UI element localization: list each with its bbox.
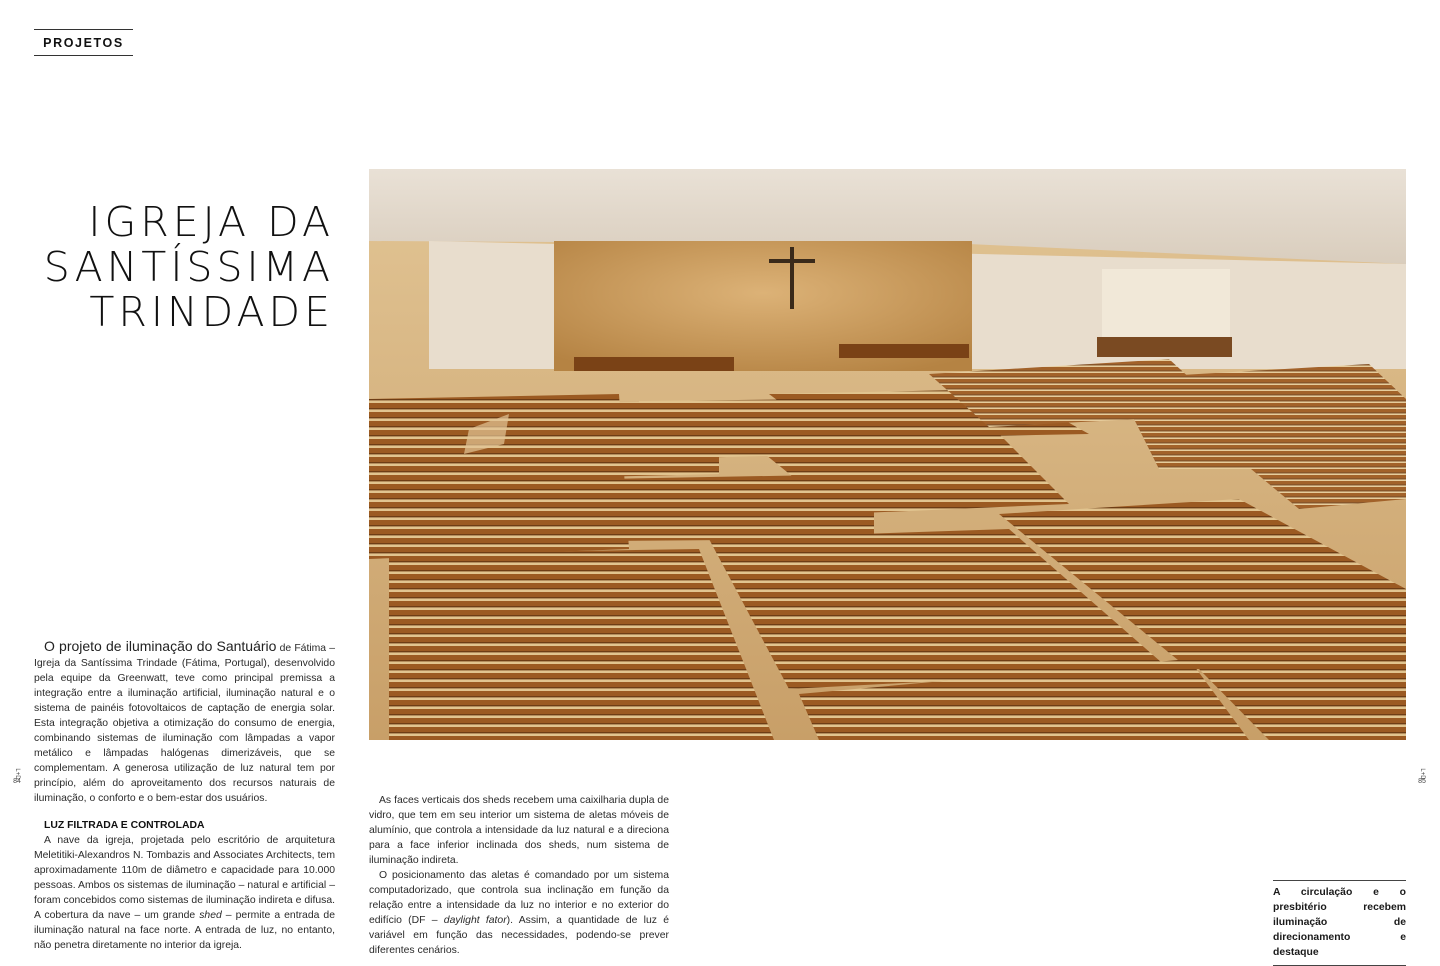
subheading: LUZ FILTRADA E CONTROLADA — [44, 820, 205, 831]
paragraph-nave-text-2: – permite a entrada de iluminação natural na face norte. A entrada de luz, no entanto, não penetra diretamente no interior da igreja. — [34, 910, 335, 951]
article-column-1 — [34, 637, 335, 953]
title-line-1: IGREJA DA — [88, 198, 334, 246]
page-number-left-value: 84 — [13, 778, 21, 785]
paragraph-nave-italic: shed — [199, 910, 222, 921]
article-title — [44, 200, 334, 335]
photo-illustration — [369, 169, 1406, 740]
article-column-2 — [369, 793, 669, 958]
paragraph-aletas — [369, 868, 669, 958]
paragraph-sheds: As faces verticais dos sheds recebem uma caixilharia dupla de vidro, que tem em seu interior um sistema de aletas móveis de alumínio, que controla a intensidade da luz natural e a direciona para a face inferior inclinada dos sheds, num sistema de iluminação indireta. — [369, 795, 669, 866]
page-number-left — [10, 770, 24, 786]
magazine-logo-left: L+D — [14, 768, 20, 780]
church-interior-photo — [369, 169, 1406, 740]
paragraph-nave-text-1: A nave da igreja, projetada pelo escritório de arquitetura Meletitiki-Alexandros N. Tombazis and Associates Architects, tem aproximadamente 110m de diâmetro e capacidade para 10.000 pessoas. Ambos os sistemas de iluminação – natural e artificial – foram concebidos como sistemas de iluminação indireta e difusa. A cobertura da nave – um grande — [34, 835, 335, 921]
page-number-right-value: 85 — [1418, 778, 1426, 785]
photo-caption: A circulação e o presbitério recebem iluminação de direcionamento e destaque — [1273, 880, 1406, 966]
title-line-2: SANTÍSSIMA — [43, 243, 334, 291]
paragraph-nave — [34, 833, 335, 953]
intro-text: de Fátima – Igreja da Santíssima Trindade (Fátima, Portugal), desenvolvido pela equipe da Greenwatt, teve como principal premissa a integração entre a iluminação artificial, iluminação natural e o sistema de painéis fotovoltaicos de captação de energia solar. Esta integração objetiva a otimização do consumo de energia, combinando sistemas de iluminação com lâmpadas a vapor metálico e lâmpadas halógenas dimerizáveis, que se complementam. A generosa utilização de luz natural tem por princípio, além do aproveitamento dos recursos naturais de iluminação, o conforto e o bem-estar dos usuários. — [34, 643, 335, 804]
page-number-right — [1415, 770, 1429, 786]
lead-sentence: O projeto de iluminação do Santuário — [44, 638, 277, 654]
paragraph-aletas-text-1: O posicionamento das aletas é comandado por um sistema computadorizado, que controla sua inclinação em função da relação entre a intensidade da luz no interior e no exterior do edifício (DF – — [369, 870, 669, 926]
paragraph-aletas-italic: daylight fator — [443, 915, 507, 926]
title-line-3: TRINDADE — [89, 288, 334, 336]
intro-paragraph — [34, 637, 335, 806]
paragraph-aletas-text-2: ). Assim, a quantidade de luz é variável em função das necessidades, podendo-se prever diferentes cenários. — [369, 915, 669, 956]
section-tag: PROJETOS — [34, 29, 133, 56]
magazine-logo-right: L+D — [1419, 768, 1425, 780]
